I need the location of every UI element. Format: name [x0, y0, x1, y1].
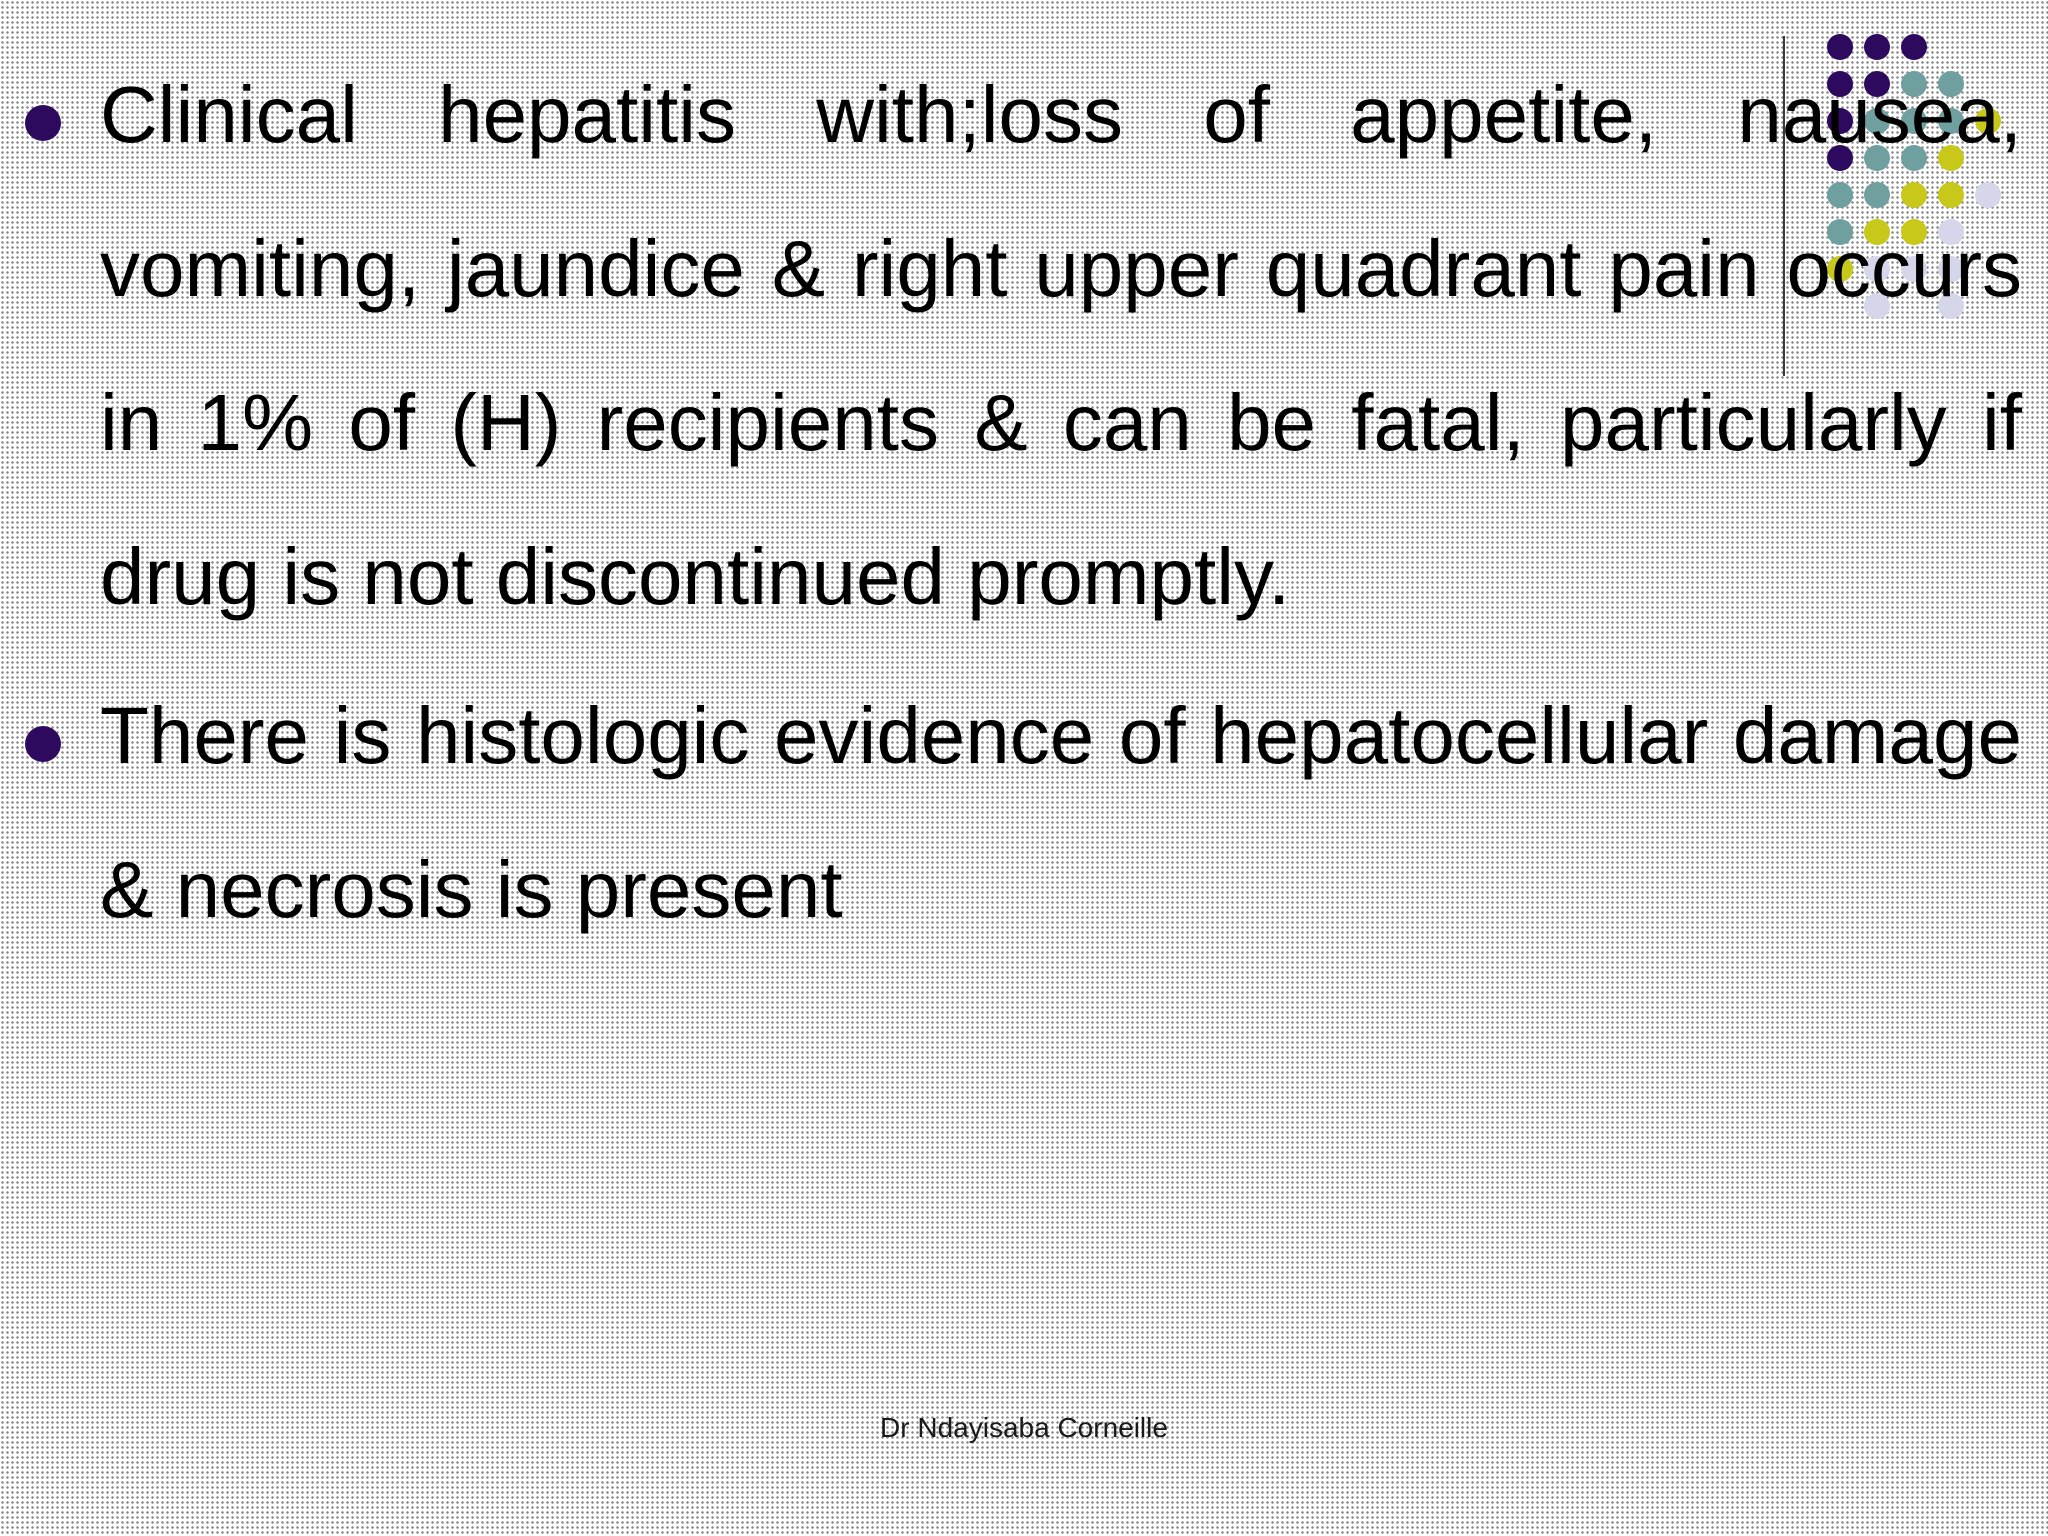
bullet-dot-icon	[25, 726, 61, 762]
bullet-text: Clinical hepatitis with;loss of appetite, nausea, vomiting, jaundice & right upper quadrant pain occurs in 1% of (H) recipients & can be fatal, particularly if drug is not discontinued promptly.	[100, 70, 2022, 621]
footer-author: Dr Ndayisaba Corneille	[880, 1412, 1168, 1443]
bullet-item-histology	[0, 659, 2048, 967]
bullet-item-hepatitis	[0, 38, 2048, 654]
bullet-text: There is histologic evidence of hepatocellular damage & necrosis is present	[100, 691, 2022, 934]
bullet-dot-icon	[25, 105, 61, 141]
bullet-list	[0, 38, 2048, 967]
